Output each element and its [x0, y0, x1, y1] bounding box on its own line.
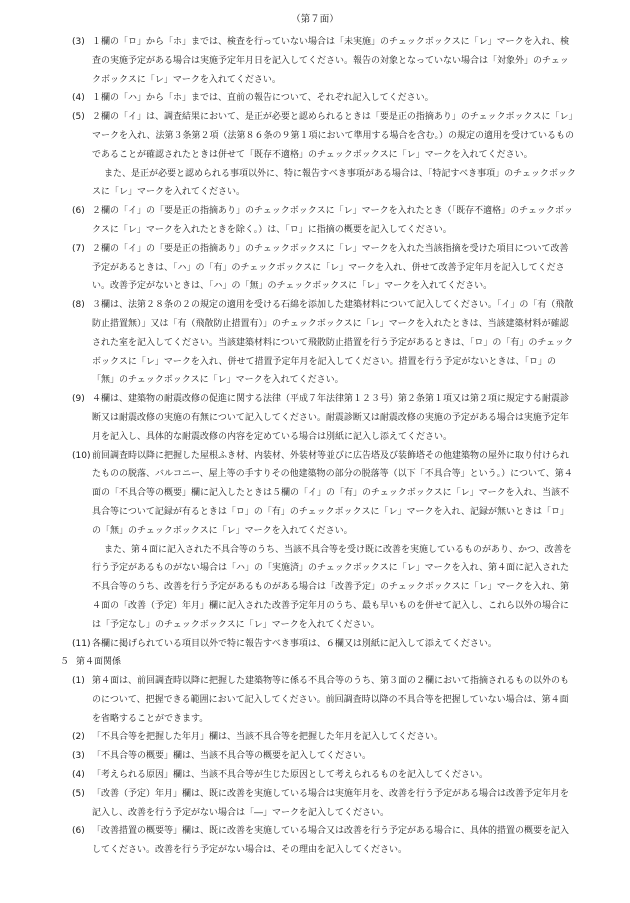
- section-5-list: [72, 672, 576, 860]
- instruction-item: [72, 202, 576, 240]
- instruction-item: [72, 785, 576, 823]
- instruction-item: [72, 33, 576, 89]
- item-number: (5): [72, 112, 85, 123]
- item-text: 「不具合等の概要」欄は、当該不具合等の概要を記入してください。: [92, 751, 372, 762]
- item-text: ２欄の「イ」は、調査結果において、是正が必要と認められるときは「要是正の指摘あり」のチェックボックスに「レ」マークを入れ、法第３条第２項（法第８６条の９第１項において準用する場合を含む。）の規定の適用を受けているものであることが確認されたときは併せて「既存不適格」のチェックボックスに「レ」マークを入れてください。: [92, 112, 575, 160]
- instruction-item: [72, 728, 576, 747]
- item-continuation: また、第４面に記入された不具合等のうち、当該不具合等を受け既に改善を実施しているものがあり、かつ、改善を行う予定があるものがない場合は「ハ」の「実施済」のチェックボックスに「レ」マークを入れ、第４面に記入された不具合等のうち、改善を行う予定があるものがある場合は「改善予定」のチェックボックスに「レ」マークを入れ、第４面の「改善（予定）年月」欄に記入された改善予定年月のうち、最も早いものを併せて記入し、これら以外の場合には「予定なし」のチェックボックスに「レ」マークを入れてください。: [92, 544, 572, 630]
- item-text: １欄の「ハ」から「ホ」までは、直前の報告について、それぞれ記入してください。: [92, 93, 434, 104]
- item-number: (11): [72, 638, 91, 649]
- item-number: (3): [72, 37, 85, 47]
- instruction-item: [72, 822, 576, 860]
- item-number: (8): [72, 300, 85, 311]
- instruction-list: [72, 33, 576, 653]
- item-number: (7): [72, 243, 85, 254]
- item-number: (6): [72, 826, 85, 837]
- instruction-item: [72, 747, 576, 766]
- item-text: 「改善（予定）年月」欄は、既に改善を実施している場合は実施年月を、改善を行う予定がある場合は改善予定年月を記入し、改善を行う予定がない場合は「―」マークを記入してください。: [92, 788, 570, 818]
- document-body: [60, 33, 576, 860]
- item-text: ４欄は、建築物の耐震改修の促進に関する法律（平成７年法律第１２３号）第２条第１項又は第２項に規定する耐震診断又は耐震改修の実施の有無について記入してください。耐震診断又は耐震改修の実施の予定がある場合は実施予定年月を記入し、具体的な耐震改修の内容を定めている場合は別紙に記入し添えてください。: [92, 394, 570, 442]
- instruction-item: [72, 635, 576, 654]
- item-number: (4): [72, 770, 85, 781]
- section-5: [60, 653, 576, 672]
- instruction-item: [72, 766, 576, 785]
- instruction-item: [72, 240, 576, 296]
- instruction-item: [72, 296, 576, 390]
- item-number: (10): [72, 450, 91, 461]
- instruction-item: [72, 390, 576, 446]
- instruction-item: [72, 108, 576, 202]
- item-text: 「考えられる原因」欄は、当該不具合等が生じた原因として考えられるものを記入してください。: [92, 770, 489, 781]
- item-text: ２欄の「イ」の「要是正の指摘あり」のチェックボックスに「レ」マークを入れたとき（「既存不適格」のチェックボックスに「レ」マークを入れたときを除く。）は、「ロ」に指摘の概要を記入してください。: [92, 206, 573, 235]
- item-number: (9): [72, 394, 85, 405]
- item-number: (4): [72, 93, 85, 104]
- section-number: ５: [60, 657, 70, 668]
- item-number: (2): [72, 732, 85, 743]
- section-title: 第４面関係: [76, 657, 122, 668]
- item-text: ２欄の「イ」の「要是正の指摘あり」のチェックボックスに「レ」マークを入れた当該指摘を受けた項目について改善予定があるときは、「ハ」の「有」のチェックボックスに「レ」マークを入れ、併せて改善予定年月を記入してください。改善予定がないときは、「ハ」の「無」のチェックボックスに「レ」マークを入れてください。: [92, 243, 569, 292]
- item-number: (3): [72, 751, 85, 762]
- item-text: ３欄は、法第２８条の２の規定の適用を受ける石綿を添加した建築材料について記入してください。「イ」の「有（飛散防止措置無）」又は「有（飛散防止措置有）」のチェックボックスに「レ」マークを入れたときは、当該建築材料が確認された室を記入してください。当該建築材料について飛散防止措置を行う予定があるときは、「ロ」の「有」のチェックボックスに「レ」マークを入れ、併せて措置予定年月を記入してください。措置を行う予定がないときは、「ロ」の「無」のチェックボックスに「レ」マークを入れてください。: [92, 300, 574, 386]
- item-continuation: また、是正が必要と認められる事項以外に、特に報告すべき事項がある場合は、「特記すべき事項」のチェックボックスに「レ」マークを入れてください。: [92, 168, 576, 198]
- item-number: (1): [72, 676, 85, 687]
- item-text: 「不具合等を把握した年月」欄は、当該不具合等を把握した年月を記入してください。: [92, 732, 444, 743]
- instruction-item: [72, 89, 576, 108]
- item-text: 「改善措置の概要等」欄は、既に改善を実施している場合又は改善を行う予定がある場合に、具体的措置の概要を記入してください。改善を行う予定がない場合は、その理由を記入してください。: [92, 826, 570, 856]
- instruction-item: [72, 447, 576, 635]
- page-title: （第７面）: [291, 14, 339, 25]
- instruction-item: [72, 672, 576, 728]
- item-number: (6): [72, 206, 85, 217]
- item-text: 第４面は、前回調査時以降に把握した建築物等に係る不具合等のうち、第３面の２欄において指摘されるもの以外のものについて、把握できる範囲において記入してください。前回調査時以降の不具合等を把握していない場合は、第４面を省略することができます。: [92, 676, 570, 724]
- item-text: 前回調査時以降に把握した屋根ふき材、内装材、外装材等並びに広告塔及び装飾塔その他建築物の屋外に取り付けられたものの脱落、バルコニー、屋上等の手すりその他建築物の部分の脱落等（以下「不具合等」という。）について、第４面の「不具合等の概要」欄に記入したときは５欄の「イ」の「有」のチェックボックスに「レ」マークを入れ、当該不具合等について記録が有るときは「ロ」の「有」のチェックボックスに「レ」マークを入れ、記録が無いときは「ロ」の「無」のチェックボックスに「レ」マークを入れてください。: [92, 450, 573, 536]
- item-text: １欄の「ロ」から「ホ」までは、検査を行っていない場合は「未実施」のチェックボックスに「レ」マークを入れ、検査の実施予定がある場合は実施予定年月日を記入してください。報告の対象となっていない場合は「対象外」のチェックボックスに「レ」マークを入れてください。: [92, 37, 570, 85]
- item-number: (5): [72, 788, 85, 799]
- item-text: 各欄に掲げられている項目以外で特に報告すべき事項は、６欄又は別紙に記入して添えてください。: [92, 638, 497, 649]
